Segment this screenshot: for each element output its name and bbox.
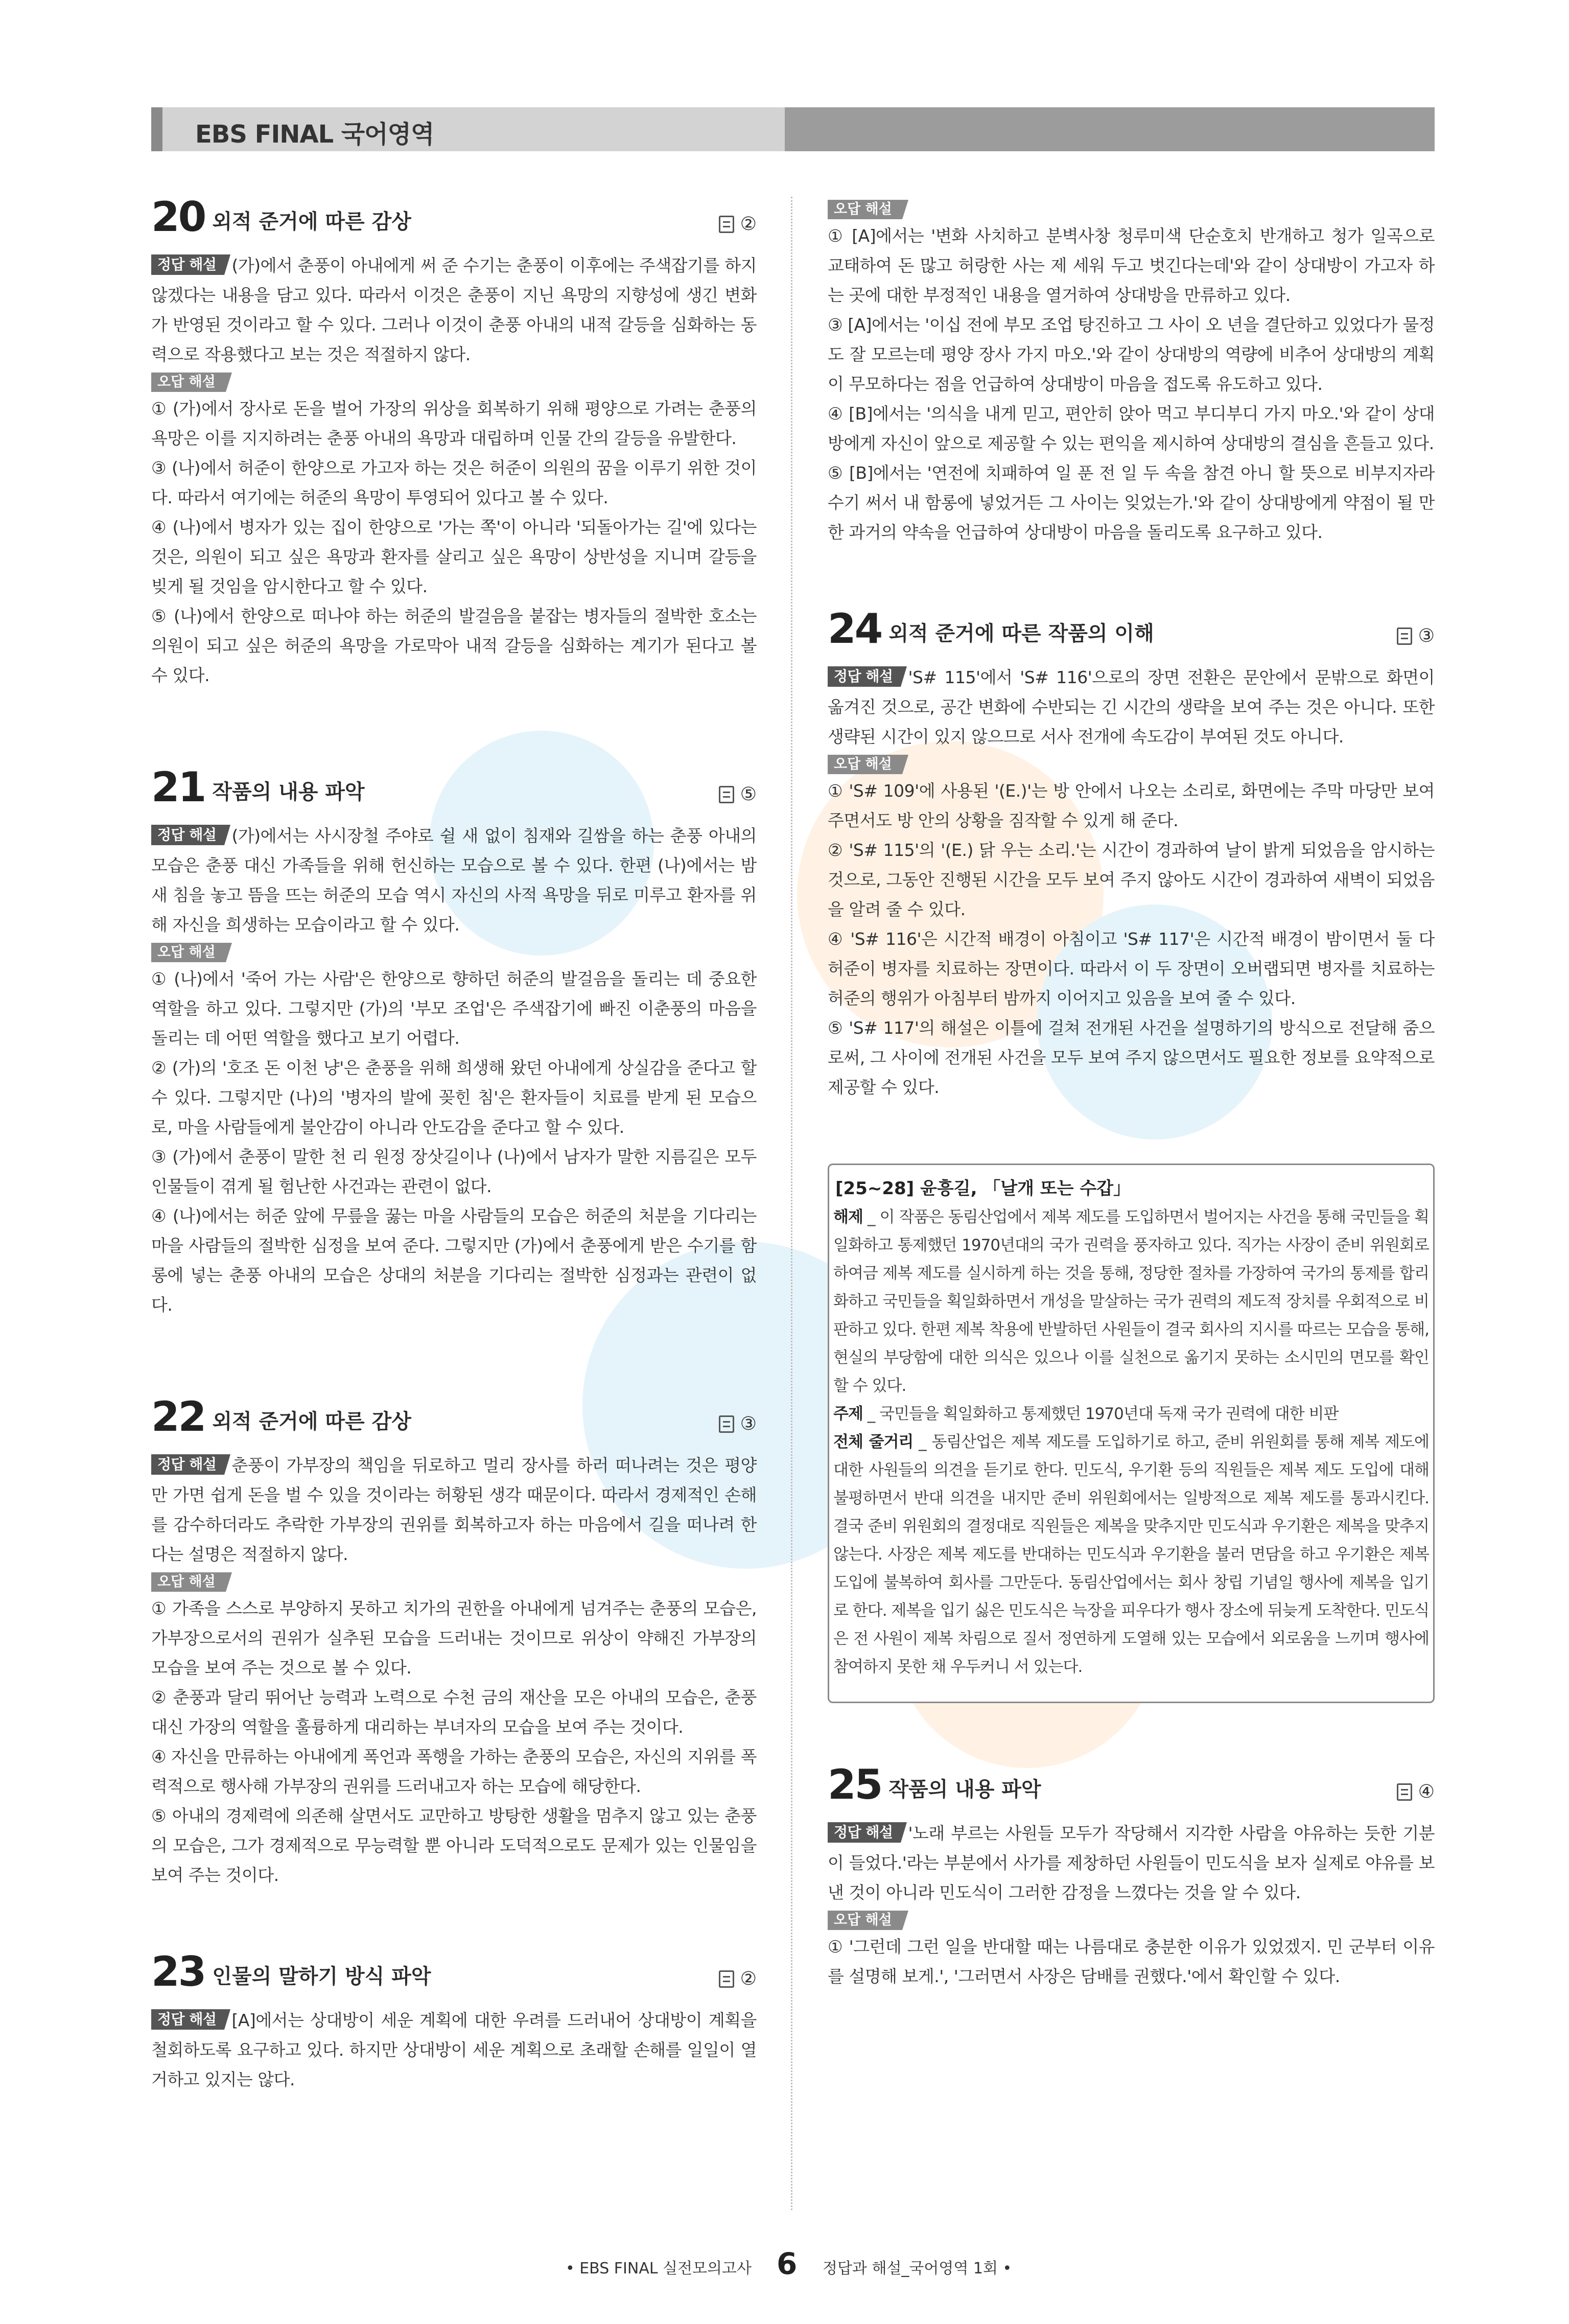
header-band xyxy=(151,107,1435,151)
wrong-explanation-item: ③ (가)에서 춘풍이 말한 천 리 원정 장삿길이나 (나)에서 남자가 말한 지름길은 모두 인물들이 겪게 될 험난한 사건과는 관련이 없다. xyxy=(151,1147,757,1196)
answer-icon xyxy=(719,1415,734,1433)
correct-explanation-text: 춘풍이 가부장의 책임을 뒤로하고 멀리 장사를 하러 떠나려는 것은 평양만 가면 쉽게 돈을 벌 수 있을 것이라는 허황된 생각 때문이다. 따라서 경제적인 손해를 감수하더라도 추락한 가부장의 권위를 회복하고자 하는 마음에서 길을 떠나려 한다는 설명은 적절하지 않다. xyxy=(151,1455,757,1564)
question-20-header xyxy=(151,197,757,241)
answer-icon xyxy=(1397,1783,1412,1801)
wrong-explanation-item: ③ (나)에서 허준이 한양으로 가고자 하는 것은 허준이 의원의 꿈을 이루기 위한 것이다. 따라서 여기에는 허준의 욕망이 투영되어 있다고 볼 수 있다. xyxy=(151,458,757,507)
wrong-explanation-badge: 오답 해설 xyxy=(828,755,902,774)
answer-indicator xyxy=(719,784,757,805)
plot-text: 동림산업은 제복 제도를 도입하기로 하고, 준비 위원회를 통해 제복 제도에 대한 사원들의 의견을 듣기로 한다. 민도식, 우기환 등의 직원들은 제복 제도 도입에 대해 불평하면서 반대 의견을 내지만 준비 위원회에서는 일방적으로 제복 제도를 통과시킨다. 결국 준비 위원회의 결정대로 직원들은 제복을 맞추지만 민도식과 우기환은 제복을 맞추지 않는다. 사장은 제복 제도를 반대하는 민도식과 우기환을 불러 면담을 하고 우기환은 제복 도입에 불복하여 회사를 그만둔다. 동림산업에서는 회사 창립 기념일 행사에 제복을 입기로 한다. 제복을 입기 싫은 민도식은 늑장을 피우다가 행사 장소에 뒤늦게 도착한다. 민도식은 전 사원이 제복 차림으로 질서 정연하게 도열해 있는 모습에서 외로움을 느끼며 행사에 참여하지 못한 채 우두커니 서 있는다. xyxy=(833,1433,1430,1676)
correct-explanation-text: 'S# 115'에서 'S# 116'으로의 장면 전환은 문안에서 문밖으로 화면이 옮겨진 것으로, 공간 변화에 수반되는 긴 시간의 생략을 보여 주는 것은 아니다. 또한 생략된 시간이 있지 않으므로 서사 전개에 속도감이 부여된 것도 아니다. xyxy=(828,667,1435,747)
wrong-explanation-item: ④ 자신을 만류하는 아내에게 폭언과 폭행을 가하는 춘풍의 모습은, 자신의 지위를 폭력적으로 행사해 가부장의 권위를 드러내고자 하는 모습에 해당한다. xyxy=(151,1747,757,1796)
left-column xyxy=(151,197,757,2210)
answer-value: ② xyxy=(740,214,757,235)
juje-text: 국민들을 획일화하고 통제했던 1970년대 독재 국가 권력에 대한 비판 xyxy=(879,1405,1339,1423)
correct-explanation xyxy=(151,1451,757,1569)
question-25-header xyxy=(828,1761,1435,1808)
right-column xyxy=(828,197,1435,2210)
header-title: EBS FINAL 국어영역 xyxy=(195,120,434,149)
correct-explanation-badge: 정답 해설 xyxy=(151,2009,224,2030)
correct-explanation-badge: 정답 해설 xyxy=(151,825,224,845)
question-title: 인물의 말하기 방식 파악 xyxy=(212,1965,431,1988)
correct-explanation xyxy=(151,2006,757,2095)
wrong-explanation-item: ⑤ 아내의 경제력에 의존해 살면서도 교만하고 방탕한 생활을 멈추지 않고 있는 춘풍의 모습은, 그가 경제적으로 무능력할 뿐 아니라 도덕적으로도 문제가 있는 인물임을 보여 주는 것이다. xyxy=(151,1806,757,1885)
correct-explanation xyxy=(828,663,1435,752)
answer-icon xyxy=(1397,628,1412,645)
haeje-text: 이 작품은 동림산업에서 제복 제도를 도입하면서 벌어지는 사건을 통해 국민들을 획일화하고 통제했던 1970년대의 국가 권력을 풍자하고 있다. 직가는 사장이 준비 위원회로 하여금 제복 제도를 실시하게 하는 것을 통해, 정당한 절차를 가장하여 국가의 통제를 합리화하고 국민들을 획일화하면서 개성을 말살하는 국가 권력의 제도적 장치를 우회적으로 비판하고 있다. 한편 제복 착용에 반발하던 사원들이 결국 회사의 지시를 따르는 모습을 통해, 현실의 부당함에 대한 의식은 있으나 이를 실천으로 옮기지 못하는 소시민의 면모를 확인할 수 있다. xyxy=(833,1208,1430,1395)
wrong-explanation-badge: 오답 해설 xyxy=(828,200,902,219)
answer-value: ③ xyxy=(1418,625,1435,646)
answer-indicator xyxy=(719,214,757,235)
question-title: 외적 준거에 따른 감상 xyxy=(212,210,411,234)
wrong-explanation-item: ④ 'S# 116'은 시간적 배경이 아침이고 'S# 117'은 시간적 배경이 밤이면서 둘 다 허준이 병자를 치료하는 장면이다. 따라서 이 두 장면이 오버랩되면 병자를 치료하는 허준의 행위가 아침부터 밤까지 이어지고 있음을 보여 줄 수 있다. xyxy=(828,929,1435,1008)
header-accent-bar xyxy=(151,107,162,151)
question-22-header xyxy=(151,1393,757,1440)
question-number: 20 xyxy=(151,197,205,241)
page-number: 6 xyxy=(777,2246,798,2281)
correct-explanation-badge: 정답 해설 xyxy=(151,1454,224,1475)
question-25 xyxy=(828,1761,1435,1991)
wrong-explanation-item: ② 춘풍과 달리 뛰어난 능력과 노력으로 수천 금의 재산을 모은 아내의 모습은, 춘풍 대신 가장의 역할을 훌륭하게 대리하는 부녀자의 모습을 보여 주는 것이다. xyxy=(151,1687,757,1737)
question-22 xyxy=(151,1393,757,1890)
answer-indicator xyxy=(719,1968,757,1989)
wrong-explanation-item: ① [A]에서는 '변화 사치하고 분벽사창 청루미색 단순호치 반개하고 청가 일곡으로 교태하여 돈 많고 허랑한 사는 제 세워 두고 벗긴다는데'와 같이 상대방이 가고자 하는 곳에 대한 부정적인 내용을 열거하여 상대방을 만류하고 있다. xyxy=(828,226,1435,305)
question-number: 24 xyxy=(828,605,882,653)
question-20 xyxy=(151,197,757,690)
question-number: 25 xyxy=(828,1761,882,1808)
question-number: 22 xyxy=(151,1393,205,1440)
question-title: 외적 준거에 따른 감상 xyxy=(212,1410,411,1433)
question-title: 작품의 내용 파악 xyxy=(212,780,365,804)
wrong-explanation-item: ② (가)의 '호조 돈 이천 냥'은 춘풍을 위해 희생해 왔던 아내에게 상실감을 준다고 할 수 있다. 그렇지만 (나)의 '병자의 발에 꽂힌 침'은 환자들이 치료를 받게 된 모습으로, 마을 사람들에게 불안감이 아니라 안도감을 준다고 할 수 있다. xyxy=(151,1058,757,1137)
passage-info-box xyxy=(828,1164,1435,1703)
wrong-explanation-badge: 오답 해설 xyxy=(151,943,226,962)
footer-series-label: • EBS FINAL 실전모의고사 xyxy=(565,2260,752,2277)
correct-explanation-text: '노래 부르는 사원들 모두가 작당해서 지각한 사람을 야유하는 듯한 기분이 들었다.'라는 부분에서 사가를 제창하던 사원들이 민도식을 보자 실제로 야유를 보낸 것이 아니라 민도식이 그러한 감정을 느꼈다는 것을 알 수 있다. xyxy=(828,1823,1435,1902)
question-21-header xyxy=(151,763,757,811)
correct-explanation-badge: 정답 해설 xyxy=(828,666,901,687)
answer-icon xyxy=(719,216,734,233)
correct-explanation-text: [A]에서는 상대방이 세운 계획에 대한 우려를 드러내어 상대방이 계획을 철회하도록 요구하고 있다. 하지만 상대방이 세운 계획으로 초래할 손해를 일일이 열거하고 있지는 않다. xyxy=(151,2010,757,2089)
haeje-label: 해제 xyxy=(833,1208,863,1226)
question-24 xyxy=(828,605,1435,1102)
answer-icon xyxy=(719,786,734,803)
question-23-header xyxy=(151,1948,757,1995)
passage-juje: 주제 _ 국민들을 획일화하고 통제했던 1970년대 독재 국가 권력에 대한 비판 xyxy=(833,1405,1339,1423)
correct-explanation xyxy=(151,251,757,369)
answer-value: ⑤ xyxy=(740,784,757,805)
wrong-explanation-item: ① (가)에서 장사로 돈을 벌어 가장의 위상을 회복하기 위해 평양으로 가려는 춘풍의 욕망은 이를 지지하려는 춘풍 아내의 욕망과 대립하며 인물 간의 갈등을 유발한다. xyxy=(151,399,757,448)
wrong-explanation-item: ① 가족을 스스로 부양하지 못하고 치가의 권한을 아내에게 넘겨주는 춘풍의 모습은, 가부장으로서의 권위가 실추된 모습을 드러내는 것이므로 위상이 약해진 가부장의 모습을 보여 주는 것으로 볼 수 있다. xyxy=(151,1598,757,1678)
question-title: 외적 준거에 따른 작품의 이해 xyxy=(888,622,1154,645)
footer-section-label: 정답과 해설_국어영역 1회 • xyxy=(823,2260,1012,2277)
correct-explanation-badge: 정답 해설 xyxy=(828,1822,901,1843)
answer-icon xyxy=(719,1970,734,1988)
wrong-explanation-item: ② 'S# 115'의 '(E.) 닭 우는 소리.'는 시간이 경과하여 날이 밝게 되었음을 암시하는 것으로, 그동안 진행된 시간을 모두 보여 주지 않아도 시간이 경과하여 새벽이 되었음을 알려 줄 수 있다. xyxy=(828,840,1435,919)
correct-explanation-badge: 정답 해설 xyxy=(151,254,224,275)
answer-value: ② xyxy=(740,1968,757,1989)
answer-indicator xyxy=(1397,625,1435,646)
wrong-explanation-item: ④ (나)에서는 허준 앞에 무릎을 꿇는 마을 사람들의 모습은 허준의 처분을 기다리는 마을 사람들의 절박한 심정을 보여 준다. 그렇지만 (가)에서 춘풍에게 받은 수기를 함롱에 넣는 춘풍 아내의 모습은 상대의 처분을 기다리는 절박한 심정과는 관련이 없다. xyxy=(151,1206,757,1315)
wrong-explanation-item: ① (나)에서 '죽어 가는 사람'은 한양으로 향하던 허준의 발걸음을 돌리는 데 중요한 역할을 하고 있다. 그렇지만 (가)의 '부모 조업'은 주색잡기에 빠진 이춘풍의 마음을 돌리는 데 어떤 역할을 했다고 보기 어렵다. xyxy=(151,969,757,1048)
correct-explanation-text: (가)에서는 사시장철 주야로 쉴 새 없이 침재와 길쌈을 하는 춘풍 아내의 모습은 춘풍 대신 가족들을 위해 헌신하는 모습으로 볼 수 있다. 한편 (나)에서는 밤새 침을 놓고 뜸을 뜨는 허준의 모습 역시 자신의 사적 욕망을 뒤로 미루고 환자를 위해 자신을 희생하는 모습이라고 할 수 있다. xyxy=(151,826,757,935)
question-24-header xyxy=(828,605,1435,653)
question-21 xyxy=(151,763,757,1320)
correct-explanation-text: (가)에서 춘풍이 아내에게 써 준 수기는 춘풍이 이후에는 주색잡기를 하지 않겠다는 내용을 담고 있다. 따라서 이것은 춘풍이 지닌 욕망의 지향성에 생긴 변화가 반영된 것이라고 할 수 있다. 그러나 이것이 춘풍 아내의 내적 갈등을 심화하는 동력으로 작용했다고 보는 것은 적절하지 않다. xyxy=(151,255,757,364)
question-number: 21 xyxy=(151,763,205,811)
wrong-explanation-item: ④ [B]에서는 '의식을 내게 믿고, 편안히 앉아 먹고 부디부디 가지 마오.'와 같이 상대방에게 자신이 앞으로 제공할 수 있는 편익을 제시하여 상대방의 결심을 흔들고 있다. xyxy=(828,404,1435,453)
question-23 xyxy=(151,1948,757,2095)
answer-indicator xyxy=(719,1413,757,1434)
answer-value: ④ xyxy=(1418,1781,1435,1802)
wrong-explanation-item: ① 'S# 109'에 사용된 '(E.)'는 방 안에서 나오는 소리로, 화면에는 주막 마당만 보여 주면서도 방 안의 상황을 짐작할 수 있게 해 준다. xyxy=(828,781,1435,830)
correct-explanation xyxy=(151,821,757,940)
page-footer xyxy=(0,2244,1569,2285)
question-title: 작품의 내용 파악 xyxy=(888,1778,1041,1801)
question-23-continued xyxy=(828,200,1435,547)
wrong-explanation-item: ⑤ (나)에서 한양으로 떠나야 하는 허준의 발걸음을 붙잡는 병자들의 절박한 호소는 의원이 되고 싶은 허준의 욕망을 가로막아 내적 갈등을 심화하는 계기가 된다고 볼 수 있다. xyxy=(151,606,757,685)
wrong-explanation-item: ⑤ [B]에서는 '연전에 치패하여 일 푼 전 일 두 속을 참견 아니 할 뜻으로 비부지자라 수기 써서 내 함롱에 넣었거든 그 사이는 잊었는가.'와 같이 상대방에게 약점이 될 만한 과거의 약속을 언급하여 상대방이 마음을 돌리도록 요구하고 있다. xyxy=(828,463,1435,542)
answer-value: ③ xyxy=(740,1413,757,1434)
wrong-explanation-badge: 오답 해설 xyxy=(151,373,226,392)
wrong-explanation-item: ⑤ 'S# 117'의 해설은 이틀에 걸쳐 전개된 사건을 설명하기의 방식으로 전달해 줌으로써, 그 사이에 전개된 사건을 모두 보여 주지 않으면서도 필요한 정보를 요약적으로 제공할 수 있다. xyxy=(828,1018,1435,1097)
answer-indicator xyxy=(1397,1781,1435,1802)
juje-label: 주제 xyxy=(833,1405,863,1423)
passage-haeje: 해제 _ 이 작품은 동림산업에서 제복 제도를 도입하면서 벌어지는 사건을 통해 국민들을 획일화하고 통제했던 1970년대의 국가 권력을 풍자하고 있다. 직가는 사장이 준비 위원회로 하여금 제복 제도를 실시하게 하는 것을 통해, 정당한 절차를 가장하여 국가의 통제를 합리화하고 국민들을 획일화하면서 개성을 말살하는 국가 권력의 제도적 장치를 우회적으로 비판하고 있다. 한편 제복 착용에 반발하던 사원들이 결국 회사의 지시를 따르는 모습을 통해, 현실의 부당함에 대한 의식은 있으나 이를 실천으로 옮기지 못하는 소시민의 면모를 확인할 수 있다. xyxy=(833,1208,1430,1395)
passage-title: [25~28] 윤흥길, 「날개 또는 수갑」 xyxy=(835,1178,1131,1199)
wrong-explanation-badge: 오답 해설 xyxy=(828,1911,902,1930)
plot-label: 전체 줄거리 xyxy=(833,1433,914,1451)
wrong-explanation-badge: 오답 해설 xyxy=(151,1572,226,1592)
correct-explanation xyxy=(828,1819,1435,1908)
passage-plot: 전체 줄거리 _ 동림산업은 제복 제도를 도입하기로 하고, 준비 위원회를 통해 제복 제도에 대한 사원들의 의견을 듣기로 한다. 민도식, 우기환 등의 직원들은 제복 제도 도입에 대해 불평하면서 반대 의견을 내지만 준비 위원회에서는 일방적으로 제복 제도를 통과시킨다. 결국 준비 위원회의 결정대로 직원들은 제복을 맞추지만 민도식과 우기환은 제복을 맞추지 않는다. 사장은 제복 제도를 반대하는 민도식과 우기환을 불러 면담을 하고 우기환은 제복 도입에 불복하여 회사를 그만둔다. 동림산업에서는 회사 창립 기념일 행사에 제복을 입기로 한다. 제복을 입기 싫은 민도식은 늑장을 피우다가 행사 장소에 뒤늦게 도착한다. 민도식은 전 사원이 제복 차림으로 질서 정연하게 도열해 있는 모습에서 외로움을 느끼며 행사에 참여하지 못한 채 우두커니 서 있는다. xyxy=(833,1433,1430,1676)
wrong-explanation-item: ① '그런데 그런 일을 반대할 때는 나름대로 충분한 이유가 있었겠지. 민 군부터 이유를 설명해 보게.', '그러면서 사장은 담배를 권했다.'에서 확인할 수 있다. xyxy=(828,1937,1435,1986)
wrong-explanation-item: ④ (나)에서 병자가 있는 집이 한양으로 '가는 쪽'이 아니라 '되돌아가는 길'에 있다는 것은, 의원이 되고 싶은 욕망과 환자를 살리고 싶은 욕망이 상반성을 지니며 갈등을 빚게 될 것임을 암시한다고 할 수 있다. xyxy=(151,517,757,596)
wrong-explanation-item: ③ [A]에서는 '이십 전에 부모 조업 탕진하고 그 사이 오 년을 결단하고 있었다가 물정도 잘 모르는데 평양 장사 가지 마오.'와 같이 상대방의 역량에 비추어 상대방의 계획이 무모하다는 점을 언급하여 상대방이 마음을 접도록 유도하고 있다. xyxy=(828,315,1435,394)
column-divider xyxy=(791,197,792,2210)
question-number: 23 xyxy=(151,1948,205,1995)
